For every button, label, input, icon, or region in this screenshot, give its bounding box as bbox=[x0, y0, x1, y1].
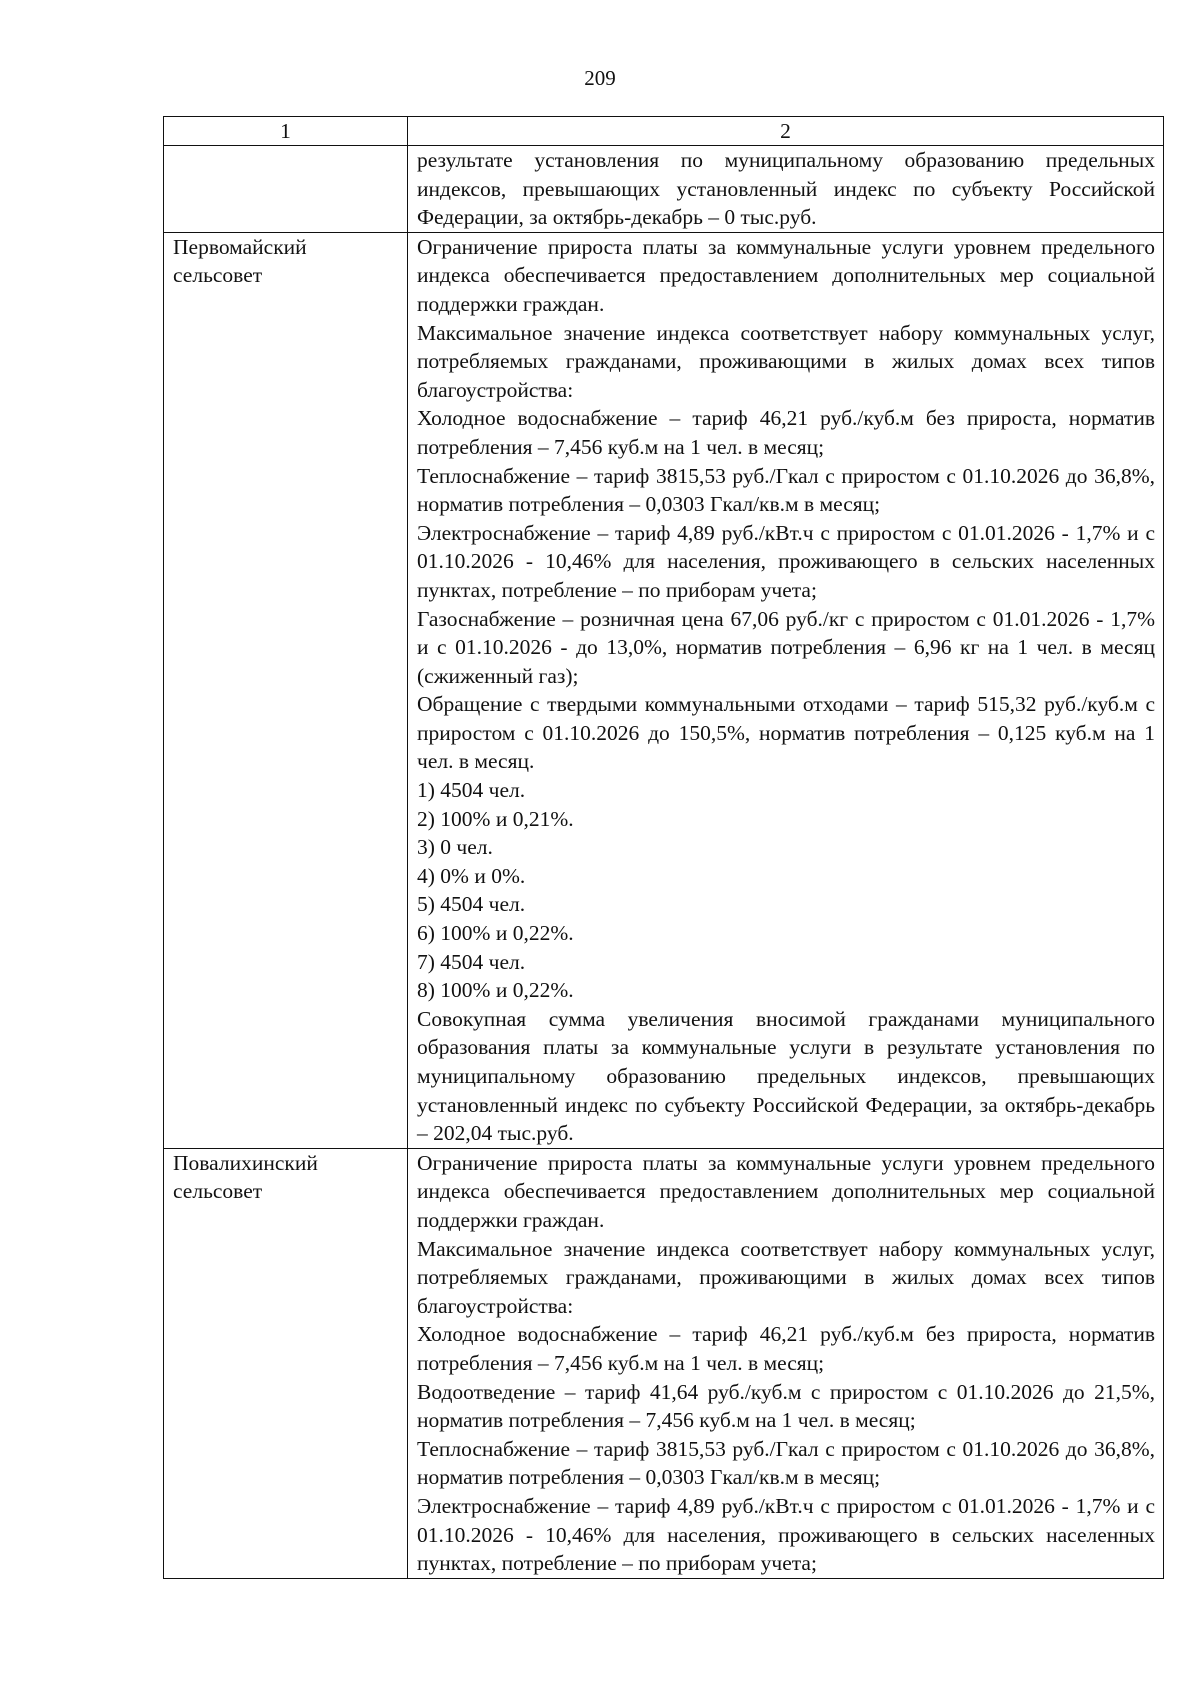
municipality-name: Первомайский сельсовет bbox=[164, 232, 408, 1148]
column-1-header: 1 bbox=[164, 117, 408, 146]
paragraph: Холодное водоснабжение – тариф 46,21 руб./куб.м без прироста, норматив потребления – 7,456 куб.м на 1 чел. в месяц; bbox=[417, 1322, 1155, 1375]
paragraph: Ограничение прироста платы за коммунальные услуги уровнем предельного индекса обеспечивается предоставлением дополнительных мер социальной поддержки граждан. bbox=[417, 234, 1155, 316]
description-cell bbox=[408, 232, 1164, 1148]
description-cell bbox=[408, 146, 1164, 233]
paragraph: Максимальное значение индекса соответствует набору коммунальных услуг, потребляемых гражданами, проживающими в жилых домах всех типов благоустройства: bbox=[417, 1236, 1155, 1318]
paragraph: Обращение с твердыми коммунальными отходами – тариф 515,32 руб./куб.м с приростом с 01.10.2026 до 150,5%, норматив потребления – 0,125 куб.м на 1 чел. в месяц. bbox=[417, 692, 1155, 774]
list-item: 2) 100% и 0,21%. bbox=[417, 806, 574, 831]
list-item: 7) 4504 чел. bbox=[417, 949, 526, 974]
municipal-index-table bbox=[163, 116, 1164, 1579]
municipality-name: Повалихинский сельсовет bbox=[164, 1148, 408, 1578]
paragraph: Максимальное значение индекса соответствует набору коммунальных услуг, потребляемых гражданами, проживающими в жилых домах всех типов благоустройства: bbox=[417, 320, 1155, 402]
paragraph: Холодное водоснабжение – тариф 46,21 руб./куб.м без прироста, норматив потребления – 7,456 куб.м на 1 чел. в месяц; bbox=[417, 406, 1155, 459]
table-row-pervomaysky bbox=[164, 232, 1164, 1148]
description-cell bbox=[408, 1148, 1164, 1578]
table-header-row bbox=[164, 117, 1164, 146]
list-item: 4) 0% и 0%. bbox=[417, 863, 526, 888]
list-item: 3) 0 чел. bbox=[417, 835, 493, 860]
paragraph: Газоснабжение – розничная цена 67,06 руб./кг с приростом с 01.01.2026 - 1,7% и с 01.10.2026 - до 13,0%, норматив потребления – 6,96 кг на 1 чел. в месяц (сжиженный газ); bbox=[417, 606, 1155, 688]
table-row-continuation bbox=[164, 146, 1164, 233]
paragraph: Электроснабжение – тариф 4,89 руб./кВт.ч с приростом с 01.01.2026 - 1,7% и с 01.10.2026 - 10,46% для населения, проживающего в сельских населенных пунктах, потребление – по приборам учета; bbox=[417, 520, 1155, 602]
list-item: 6) 100% и 0,22%. bbox=[417, 921, 574, 946]
summary-paragraph: Совокупная сумма увеличения вносимой гражданами муниципального образования платы за коммунальные услуги в результате установления по муниципальному образованию предельных индексов, превышающих установленный индекс по субъекту Российской Федерации, за октябрь-декабрь – 202,04 тыс.руб. bbox=[417, 1006, 1155, 1146]
paragraph: Электроснабжение – тариф 4,89 руб./кВт.ч с приростом с 01.01.2026 - 1,7% и с 01.10.2026 - 10,46% для населения, проживающего в сельских населенных пунктах, потребление – по приборам учета; bbox=[417, 1493, 1155, 1576]
municipality-cell-empty bbox=[164, 146, 408, 233]
list-item: 5) 4504 чел. bbox=[417, 892, 526, 917]
page-number: 209 bbox=[584, 66, 616, 90]
paragraph: Теплоснабжение – тариф 3815,53 руб./Гкал с приростом с 01.10.2026 до 36,8%, норматив потребления – 0,0303 Гкал/кв.м в месяц; bbox=[417, 1436, 1155, 1490]
list-item: 8) 100% и 0,22%. bbox=[417, 978, 574, 1003]
paragraph: Водоотведение – тариф 41,64 руб./куб.м с приростом с 01.10.2026 до 21,5%, норматив потребления – 7,456 куб.м на 1 чел. в месяц; bbox=[417, 1379, 1155, 1433]
column-2-header: 2 bbox=[408, 117, 1164, 146]
table-row-povalikhinsky bbox=[164, 1148, 1164, 1578]
paragraph: Ограничение прироста платы за коммунальные услуги уровнем предельного индекса обеспечивается предоставлением дополнительных мер социальной поддержки граждан. bbox=[417, 1150, 1155, 1232]
list-item: 1) 4504 чел. bbox=[417, 778, 526, 803]
paragraph: результате установления по муниципальному образованию предельных индексов, превышающих установленный индекс по субъекту Российской Федерации, за октябрь-декабрь – 0 тыс.руб. bbox=[417, 148, 1155, 230]
paragraph: Теплоснабжение – тариф 3815,53 руб./Гкал с приростом с 01.10.2026 до 36,8%, норматив потребления – 0,0303 Гкал/кв.м в месяц; bbox=[417, 463, 1155, 517]
